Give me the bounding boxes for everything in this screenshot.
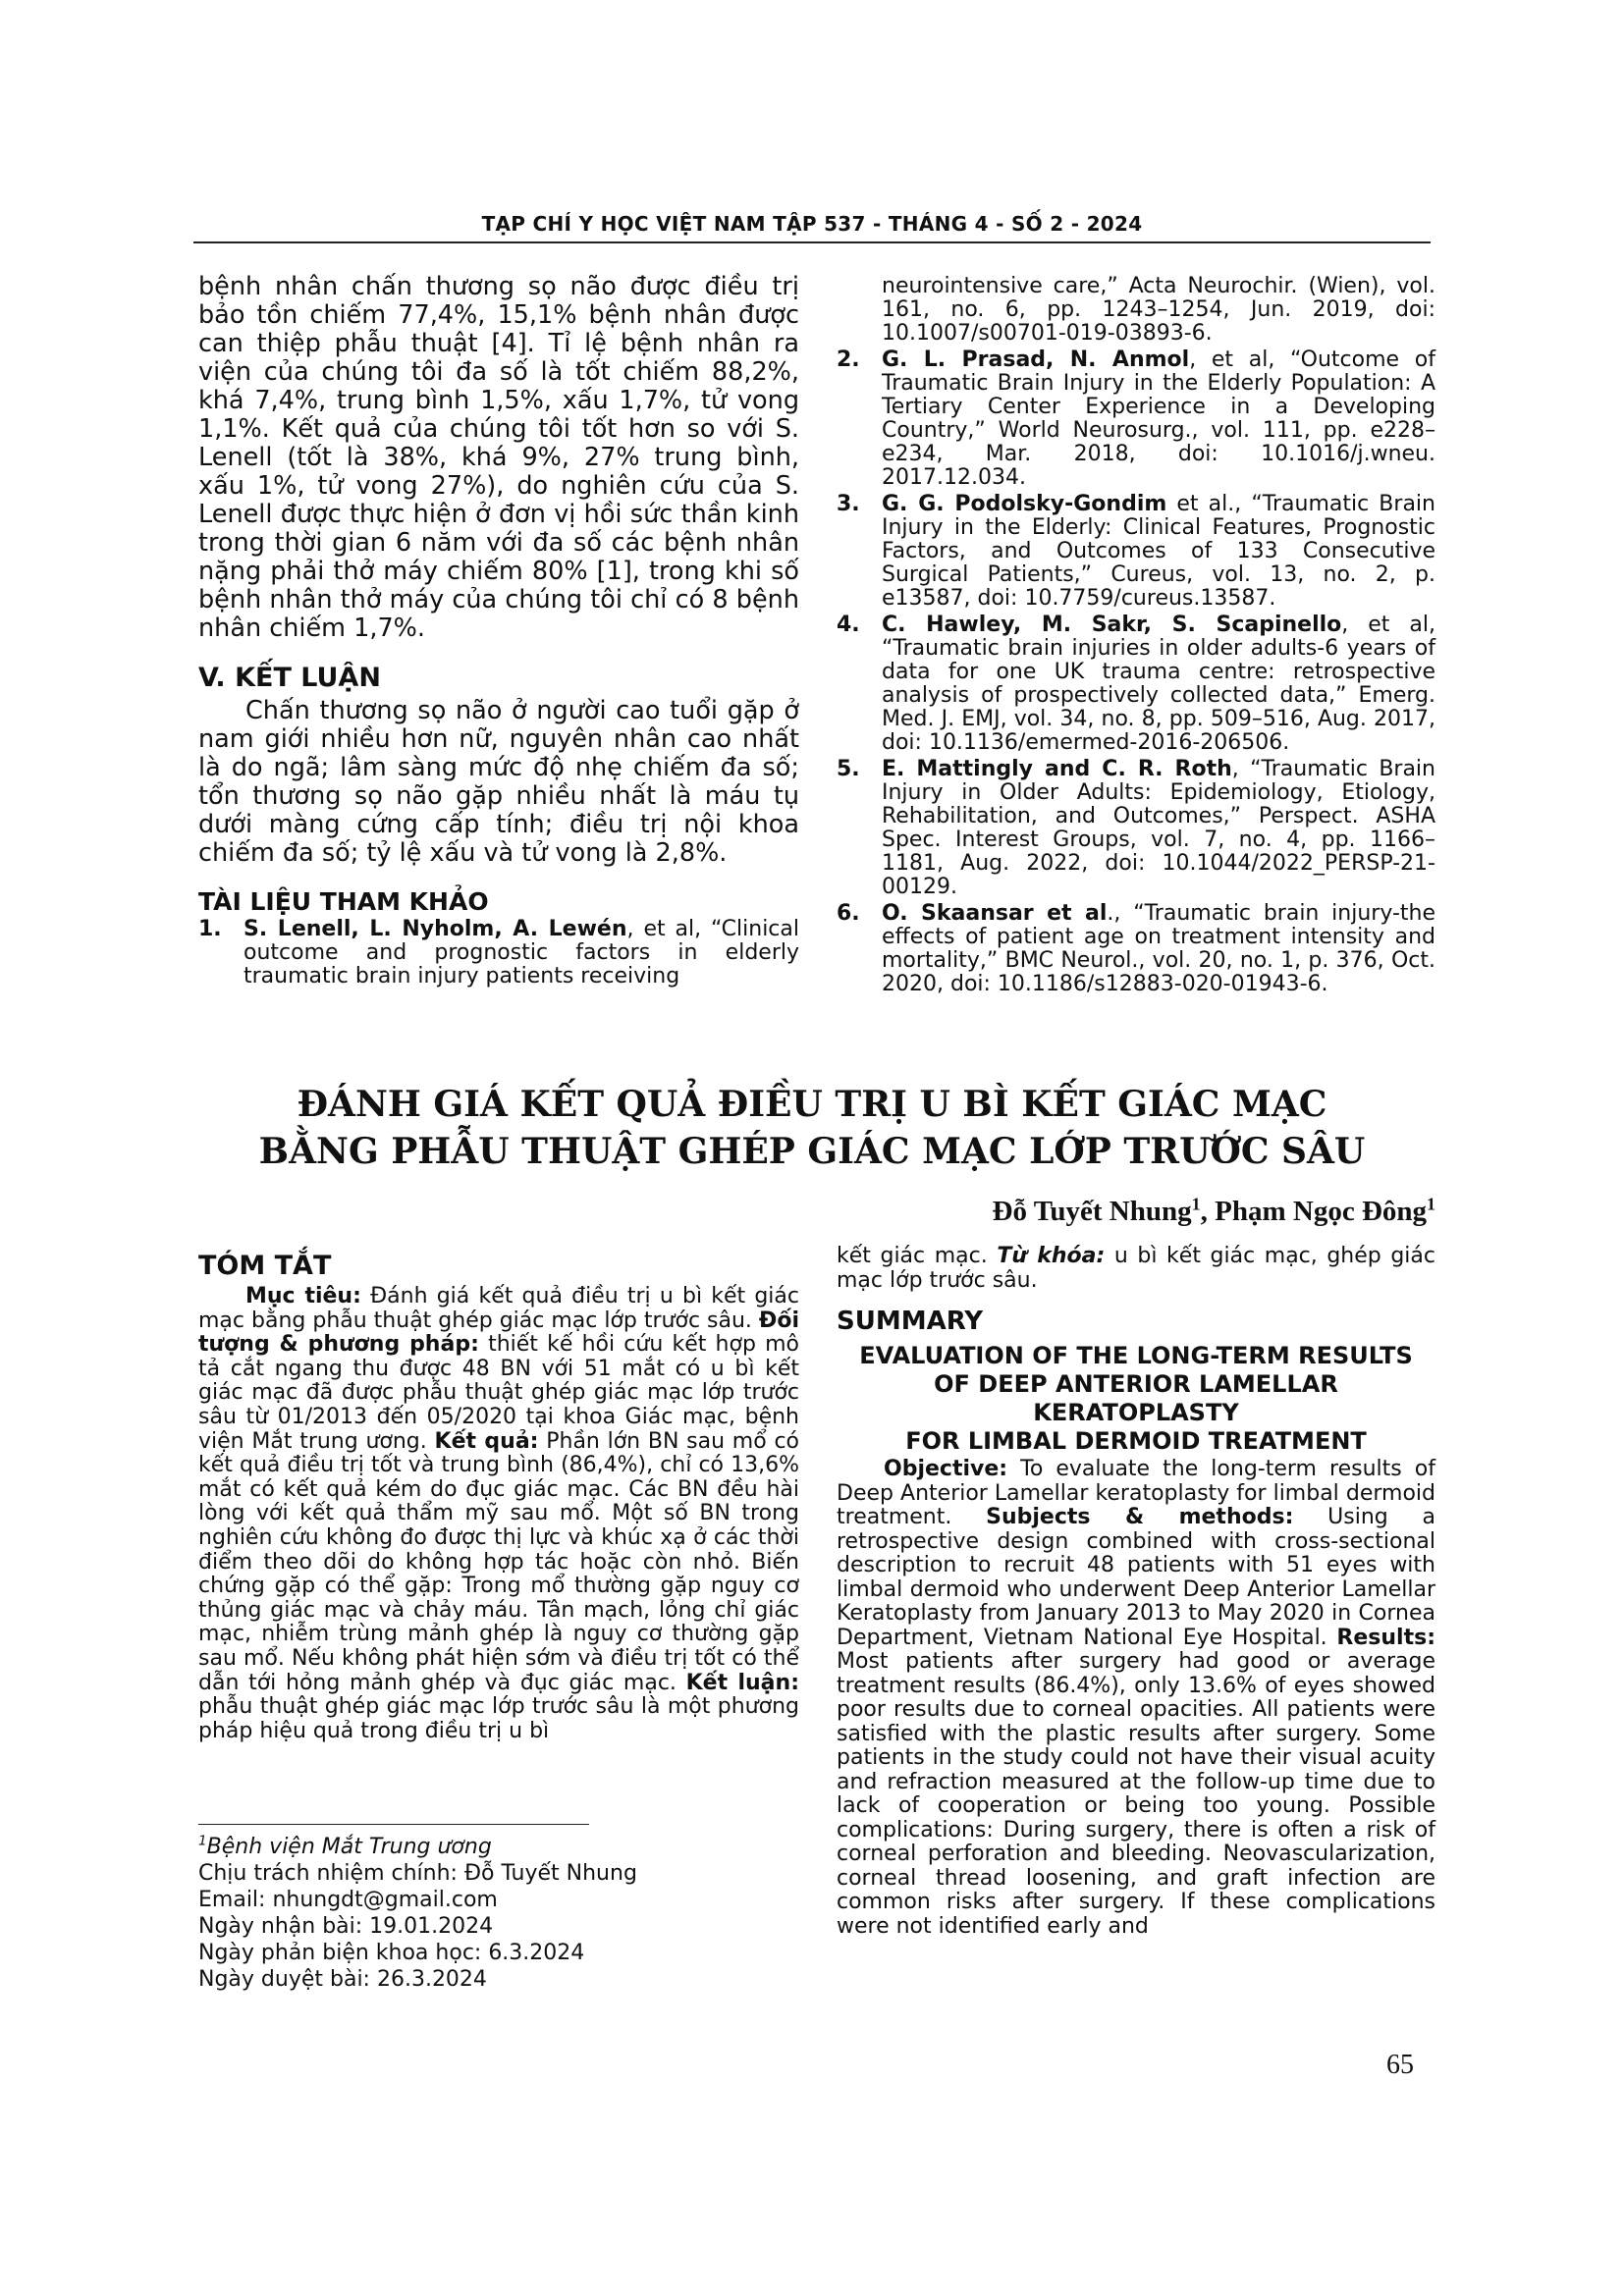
reference-item <box>837 493 1435 611</box>
objective-label: Mục tiêu: <box>245 1284 361 1308</box>
results-label: Kết quả: <box>434 1428 539 1454</box>
abstract-right-column <box>837 1245 1435 1939</box>
reviewed-date: Ngày phản biện khoa học: 6.3.2024 <box>198 1941 585 1965</box>
reference-text: , et al, “Traumatic brain injuries in older adults-6 years of data for one UK trauma centre: retrospective analysis of prospectively collected data,” Emerg. Med. J. EMJ, vol. 34, no. 8, pp. 509–516, Aug. 2017, doi: 10.1136/emermed-2016-206506. <box>882 613 1435 755</box>
reference-item <box>837 758 1435 899</box>
abstract-continuation-text: kết giác mạc. <box>837 1244 998 1268</box>
methods-label: Đối tượng & phương pháp: <box>198 1308 799 1358</box>
keywords-label: Từ khóa: <box>997 1244 1106 1268</box>
reference-authors: S. Lenell, L. Nyholm, A. Lewén <box>244 917 627 941</box>
reference-text: , et al, “Outcome of Traumatic Brain Injury in the Elderly Population: A Tertiary Center Experience in a Developing Country,” World Neurosurg., vol. 111, pp. e228–e234, Mar. 2018, doi: 10.1016/j.wneu. 2017.12.034. <box>882 347 1435 490</box>
affiliation-mark: 1 <box>198 1833 207 1849</box>
reference-item <box>837 614 1435 755</box>
affiliation-text: Bệnh viện Mắt Trung ương <box>206 1835 492 1859</box>
article-title-line-2: BẰNG PHẪU THUẬT GHÉP GIÁC MẠC LỚP TRƯỚC SÂU <box>258 1131 1366 1172</box>
objective-label: Objective: <box>884 1457 1008 1482</box>
reference-authors: E. Mattingly and C. R. Roth <box>882 757 1232 781</box>
keywords-text: u bì kết giác mạc, ghép giác mạc lớp trước sâu. <box>837 1244 1435 1293</box>
conclusion-label: Kết luận: <box>685 1670 799 1695</box>
header-rule <box>193 241 1431 243</box>
english-title-line-3: FOR LIMBAL DERMOID TREATMENT <box>905 1427 1367 1456</box>
reference-list-right <box>837 275 1435 999</box>
reference-item <box>837 348 1435 490</box>
results-label: Results: <box>1336 1625 1435 1650</box>
objective-text: To evaluate the long-term results of Deep Anterior Lamellar keratoplasty for limbal dermoid treatment. <box>837 1457 1435 1530</box>
results-text: Most patients after surgery had good or average treatment results (86.4%), only 13.6% of eyes showed poor results due to corneal opacities. All patients were satisfied with the plastic results after surgery. Some patients in the study could not have their visual acuity and refraction measured at the follow-up time due to lack of cooperation or being too young. Possible complications: During surgery, there is often a risk of corneal perforation and bleeding. Neovascularization, corneal thread loosening, and graft infection are common risks after surgery. If these complications were not identified early and <box>837 1649 1435 1939</box>
reference-text: , et al, “Clinical outcome and prognostic factors in elderly traumatic brain injury patients receiving <box>244 917 799 988</box>
reference-text: neurointensive care,” Acta Neurochir. (Wien), vol. 161, no. 6, pp. 1243–1254, Jun. 2019, doi: 10.1007/s00701-019-03893-6. <box>882 274 1435 346</box>
reference-text: , “Traumatic Brain Injury in Older Adults: Epidemiology, Etiology, Rehabilitation, and Outcomes,” Perspect. ASHA Spec. Interest Groups, vol. 7, no. 4, pp. 1166–1181, Aug. 2022, doi: 10.1044/2022_PERSP-21-00129. <box>882 757 1435 899</box>
english-title-line-2: OF DEEP ANTERIOR LAMELLAR KERATOPLASTY <box>934 1370 1338 1427</box>
author-affiliation-mark: 1 <box>1191 1194 1201 1214</box>
reference-authors: C. Hawley, M. Sakr, S. Scapinello <box>882 613 1342 637</box>
reference-item <box>198 918 799 988</box>
reference-item <box>837 902 1435 996</box>
conclusion-paragraph: Chấn thương sọ não ở người cao tuổi gặp ở nam giới nhiều hơn nữ, nguyên nhân cao nhất là do ngã; lâm sàng mức độ nhẹ chiếm đa số; tổn thương sọ não gặp nhiều nhất là máu tụ dưới màng cứng cấp tính; điều trị nội khoa chiếm đa số; tỷ lệ xấu và tử vong là 2,8%. <box>198 696 799 868</box>
reference-item-continued <box>837 275 1435 346</box>
author-name: Đỗ Tuyết Nhung <box>992 1196 1192 1227</box>
summary-paragraph <box>837 1458 1435 1939</box>
conclusion-heading: V. KẾT LUẬN <box>198 663 381 693</box>
accepted-date: Ngày duyệt bài: 26.3.2024 <box>198 1967 487 1992</box>
reference-number: 2. <box>837 347 860 372</box>
prev-article-left-column <box>198 273 799 991</box>
reference-list-left <box>198 918 799 988</box>
author-separator: , <box>1200 1196 1216 1227</box>
objective-text: Đánh giá kết quả điều trị u bì kết giác mạc bằng phẫu thuật ghép giác mạc lớp trước sâu. <box>198 1284 799 1333</box>
abstract-heading: TÓM TẮT <box>198 1251 332 1281</box>
page-number: 65 <box>1386 2050 1414 2080</box>
reference-number: 5. <box>837 757 860 781</box>
methods-label: Subjects & methods: <box>986 1505 1294 1530</box>
references-heading: TÀI LIỆU THAM KHẢO <box>198 887 489 916</box>
article-title-line-1: ĐÁNH GIÁ KẾT QUẢ ĐIỀU TRỊ U BÌ KẾT GIÁC MẠC <box>297 1084 1327 1125</box>
abstract-vietnamese <box>198 1251 799 1743</box>
author-affiliation-mark: 1 <box>1427 1194 1435 1214</box>
received-date: Ngày nhận bài: 19.01.2024 <box>198 1914 494 1939</box>
author-name: Phạm Ngọc Đông <box>1215 1196 1428 1227</box>
footnotes <box>198 1834 799 1993</box>
english-title-line-1: EVALUATION OF THE LONG-TERM RESULTS <box>859 1342 1413 1370</box>
reference-authors: G. G. Podolsky-Gondim <box>882 492 1167 516</box>
methods-text: Using a retrospective design combined with cross-sectional description to recruit 48 patients with 51 eyes with limbal dermoid who underwent Deep Anterior Lamellar Keratoplasty from January 2013 to May 2020 in Cornea Department, Vietnam National Eye Hospital. <box>837 1505 1435 1650</box>
corresponding-author: Chịu trách nhiệm chính: Đỗ Tuyết Nhung <box>198 1861 637 1886</box>
methods-text: thiết kế hồi cứu kết hợp mô tả cắt ngang thu được 48 BN với 51 mắt có u bì kết giác mạc đã được phẫu thuật ghép giác mạc lớp trước sâu từ 01/2013 đến 05/2020 tại khoa Giác mạc, bệnh viện Mắt trung ương. <box>198 1332 800 1454</box>
summary-heading: SUMMARY <box>837 1307 984 1337</box>
reference-authors: O. Skaansar et al <box>882 901 1108 926</box>
conclusion-text: phẫu thuật ghép giác mạc lớp trước sâu là một phương pháp hiệu quả trong điều trị u bì <box>198 1694 799 1743</box>
reference-text: ., “Traumatic brain injury-the effects of patient age on treatment intensity and mortality,” BMC Neurol., vol. 20, no. 1, p. 376, Oct. 2020, doi: 10.1186/s12883-020-01943-6. <box>882 901 1435 996</box>
reference-number: 1. <box>198 917 222 941</box>
affiliation-footnote <box>198 1834 799 1860</box>
reference-text: et al., “Traumatic Brain Injury in the Elderly: Clinical Features, Prognostic Factors, and Outcomes of 133 Consecutive Surgical Patients,” Cureus, vol. 13, no. 2, p. e13587, doi: 10.7759/cureus.13587. <box>882 492 1435 611</box>
running-head: TẠP CHÍ Y HỌC VIỆT NAM TẬP 537 - THÁNG 4 - SỐ 2 - 2024 <box>481 212 1143 236</box>
abstract-paragraph <box>198 1285 799 1743</box>
results-text: Phần lớn BN sau mổ có kết quả điều trị tốt và trung bình (86,4%), chỉ có 13,6% mắt có kết quả kém do đục giác mạc. Các BN đều hài lòng với kết quả thẩm mỹ sau mổ. Một số BN trong nghiên cứu không đo được thị lực và khúc xạ ở các thời điểm theo dõi do không hợp tác hoặc còn nhỏ. Biến chứng gặp có thể gặp: Trong mổ thường gặp nguy cơ thủng giác mạc và chảy máu. Tân mạch, lỏng chỉ giác mạc, nhiễm trùng mảnh ghép là nguy cơ thường gặp sau mổ. Nếu không phát hiện sớm và điều trị tốt có thể dẫn tới hỏng mảnh ghép và đục giác mạc. <box>198 1428 800 1695</box>
reference-number: 6. <box>837 901 860 926</box>
abstract-continuation <box>837 1245 1435 1293</box>
discussion-paragraph: bệnh nhân chấn thương sọ não được điều trị bảo tồn chiếm 77,4%, 15,1% bệnh nhân được can thiệp phẫu thuật [4]. Tỉ lệ bệnh nhân ra viện của chúng tôi đa số là tốt chiếm 88,2%, khá 7,4%, trung bình 1,5%, xấu 1,7%, tử vong 1,1%. Kết quả của chúng tôi tốt hơn so với S. Lenell (tốt là 38%, khá 9%, 27% trung bình, xấu 1%, tử vong 27%), do nghiên cứu của S. Lenell được thực hiện ở đơn vị hồi sức thần kinh trong thời gian 6 năm với đa số các bệnh nhân nặng phải thở máy chiếm 80% [1], trong khi số bệnh nhân thở máy của chúng tôi chỉ có 8 bệnh nhân chiếm 1,7%. <box>198 272 799 643</box>
email: Email: nhungdt@gmail.com <box>198 1888 498 1912</box>
reference-authors: G. L. Prasad, N. Anmol <box>882 347 1190 372</box>
article-authors <box>993 1196 1435 1228</box>
reference-number: 3. <box>837 492 860 516</box>
footnote-rule <box>198 1824 589 1825</box>
reference-number: 4. <box>837 613 860 637</box>
